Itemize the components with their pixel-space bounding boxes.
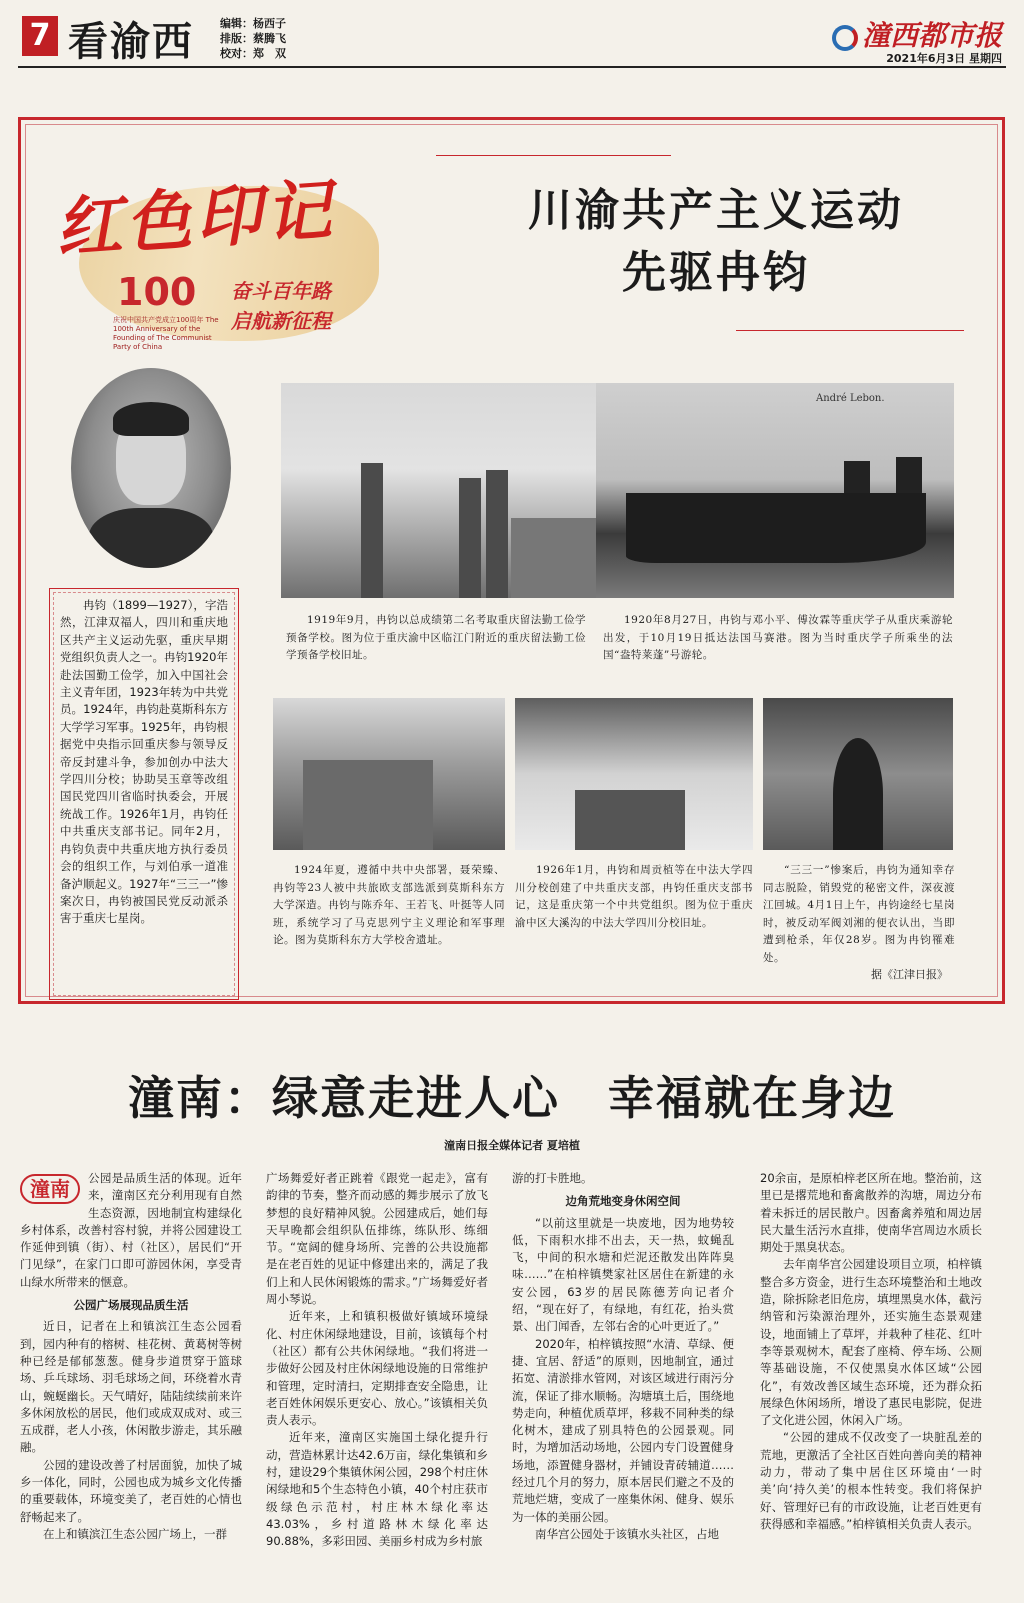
stamp-slogan-line2: 启航新征程 (231, 309, 331, 333)
article-column-2 (266, 1170, 488, 1551)
article-paragraph: 广场舞爱好者正跳着《跟党一起走》，富有韵律的节奏，整齐而动感的舞步展示了放飞梦想的良好精神风貌。公园建成后，她们每天早晚都会组织队伍排练，练队形、练细节。“宽阔的健身场所、完善的公共设施都是在老百姓的见证中修建出来的，满足了我们上和人民休闲锻炼的需求。”广场舞爱好者周小琴说。 (266, 1171, 488, 1307)
feature-title (451, 180, 981, 304)
article-subheading: 公园广场展现品质生活 (73, 1298, 189, 1313)
credits (220, 16, 286, 61)
layout-credit: 排版：蔡腾飞 (220, 32, 286, 45)
article-paragraph: 公园的建设改善了村居面貌，加快了城乡一体化，同时，公园也成为城乡文化传播的重要载体，环境变美了，老百姓的心情也舒畅起来了。 (20, 1457, 242, 1524)
article-paragraph: 游的打卡胜地。 (512, 1171, 593, 1185)
proof-credit: 校对：郑 双 (220, 47, 286, 60)
location-tag: 潼南 (20, 1174, 80, 1204)
article-paragraph: 20余亩，是原柏梓老区所在地。整治前，这里已是撂荒地和畜禽散养的沟塘，周边分布着未拆迁的居民散户。因畜禽养殖和周边居民大量生活污水直排，使南华宫周边水质长期处于黑臭状态。 (760, 1171, 982, 1255)
paper-name: 潼西都市报 (861, 19, 1002, 52)
biography-text: 冉钧（1899—1927），字浩然，江津双福人，四川和重庆地区共产主义运动先驱，重庆早期党组织负责人之一。冉钧1920年赴法国勤工俭学，加入中国社会主义青年团，1923年转为中共党员。1924年，冉钧赴莫斯科东方大学学习军事。1925年，冉钧根据党中央指示回重庆参与领导反帝反封建斗争，参加创办中法大学四川分校；协助吴玉章等改组国民党四川省临时执委会，开展统战工作。1926年1月，冉钧任中共重庆支部书记。同年2月，冉钧负责中共重庆地方执行委员会的组织工作，与刘伯承一道准备泸顺起义。1927年“三三一”惨案次日，冉钧被国民党反动派杀害于重庆七星岗。 (49, 588, 239, 1000)
article-paragraph: 近年来，潼南区实施国土绿化提升行动，营造林累计达42.6万亩，绿化集镇和乡村，建设29个集镇休闲公园，298个村庄休闲绿地和5个生态特色小镇，40个村庄获市级绿色示范村，村庄林木绿化率达43.03%，乡村道路林木绿化率达90.88%，多彩田园、美丽乡村成为乡村旅 (266, 1430, 488, 1549)
article-paragraph: 去年南华宫公园建设项目立项，柏梓镇整合多方资金，进行生态环境整治和土地改造，除拆除老旧危房，填埋黑臭水体，截污纳管和污染源治理外，还实施生态景观建设，地面铺上了草坪，并栽种了桂花、红叶李等景观树木，配套了座椅、停车场、公厕等基础设施，不仅使黑臭水体区域“公园化”，有效改善区域生态环境，还为群众拓展绿色休闲场所，增设了惠民电影院，促进了文化进公园，休闲入广场。 (760, 1257, 982, 1428)
article-byline: 潼南日报全媒体记者 夏培植 (444, 1139, 580, 1152)
feature-title-line2: 先驱冉钧 (622, 247, 810, 298)
ship-sign: André Lebon. (816, 393, 885, 404)
feature-title-line1: 川渝共产主义运动 (528, 185, 904, 236)
article-title: 潼南：绿意走进人心 幸福就在身边 (128, 1071, 896, 1125)
photo-martyr-site (763, 698, 953, 850)
article-paragraph: “公园的建成不仅改变了一块脏乱差的荒地，更激活了全社区百姓向善向美的精神动力，带动了集中居住区环境由‘一时美’向‘持久美’的根本性转变。我们将保护好、管理好已有的市政设施，让老百姓更有获得感和幸福感。”柏梓镇相关负责人表示。 (760, 1430, 982, 1531)
section-title: 看渝西 (68, 18, 194, 65)
photo-sino-french-university (515, 698, 753, 850)
paper-logo (832, 14, 1002, 54)
feature-box (18, 117, 1005, 1004)
editor-credit: 编辑：杨西子 (220, 17, 286, 30)
article-paragraph: 近日，记者在上和镇滨江生态公园看到，园内种有的榕树、桂花树、黄葛树等树种已经是郁郁葱葱。健身步道贯穿于篮球场、乒乓球场、羽毛球场之间，环绕着水青山，蜿蜒幽长。天气晴好，陆陆续续前来许多休闲放松的居民，他们或成双成对、或三五成群，老人小孩，休闲散步游走，其乐融融。 (20, 1319, 242, 1455)
caption-3: 1924年夏，遵循中共中央部署，聂荣臻、冉钧等23人被中共旅欧支部选派到莫斯科东方大学深造。冉钧与陈乔年、王若飞、叶挺等人同班，系统学习了马克思列宁主义理论和军事理论。图为莫斯科东方大学校舍遗址。 (273, 864, 505, 946)
paper-logo-icon (832, 25, 858, 51)
stamp-caption: 庆祝中国共产党成立100周年 The 100th Anniversary of the Founding of The Communist Party of China (113, 316, 219, 351)
article-subheading: 边角荒地变身休闲空间 (565, 1194, 681, 1209)
photo-moscow-university (273, 698, 505, 850)
source-note: 据《江津日报》 (871, 968, 948, 981)
page-header (18, 10, 1006, 68)
title-rule-top (436, 155, 671, 156)
article-paragraph: 2020年，柏梓镇按照“水清、草绿、便捷、宜居、舒适”的原则，因地制宜，通过拓宽、清淤排水管网，对该区域进行雨污分流，保证了排水顺畅。沟塘填土后，围绕地势走向，种植优质草坪，移栽不同种类的绿化树木，建成了别具特色的公园景观。同时，为增加活动场地，公园内专门设置健身场地，添置健身器材，并铺设青砖辅道……经过几个月的努力，原本居民们避之不及的荒地烂塘，变成了一座集休闲、健身、娱乐为一体的美丽公园。 (512, 1336, 734, 1524)
article-column-1 (20, 1170, 242, 1543)
caption-1: 1919年9月，冉钧以总成绩第二名考取重庆留法勤工俭学预备学校。图为位于重庆渝中区临江门附近的重庆留法勤工俭学预备学校旧址。 (286, 614, 586, 661)
stamp-slogan-line1: 奋斗百年路 (231, 279, 331, 303)
article-column-4 (760, 1170, 982, 1533)
caption-5: “三三一”惨案后，冉钧为通知幸存同志脱险，销毁党的秘密文件，深夜渡江回城。4月1日上午，冉钧途经七星岗时，被反动军阀刘湘的便衣认出，当即遭到枪杀，年仅28岁。图为冉钧罹难处。 (763, 864, 955, 964)
stamp-slogan (231, 276, 331, 336)
article-paragraph: 公园是品质生活的体现。近年来，潼南区充分利用现有自然生态资源，因地制宜构建绿化乡村体系，改善村容村貌，并将公园建设工作延伸到镇（街）、村（社区），居民们“开门见绿”，在家门口即可游园休闲，享受青山绿水所带来的惬意。 (20, 1171, 242, 1289)
article-paragraph: “以前这里就是一块废地，因为地势较低，下雨积水排不出去，天一热，蚊蝇乱飞，中间的积水塘和烂泥还散发出阵阵臭味……”在柏梓镇樊家社区居住在新建的永安公园，63岁的居民陈德芳向记者介绍，“现在好了，有绿地，有红花，抬头赏景、出门闻香，左邻右舍的心叶更近了。” (512, 1215, 734, 1334)
caption-4: 1926年1月，冉钧和周贡植等在中法大学四川分校创建了中共重庆支部，冉钧任重庆支部书记，这是重庆第一个中共党组织。图为位于重庆渝中区大溪沟的中法大学四川分校旧址。 (515, 864, 753, 929)
caption-2: 1920年8月27日，冉钧与邓小平、傅汝霖等重庆学子从重庆乘游轮出发，于10月19日抵达法国马赛港。图为当时重庆学子所乘坐的法国“盎特莱蓬”号游轮。 (603, 614, 953, 661)
stamp-title: 红色印记 (53, 170, 338, 268)
title-rule-bottom (736, 330, 964, 331)
photo-steamship (596, 383, 954, 598)
page-number: 7 (22, 16, 58, 56)
article-paragraph: 在上和镇滨江生态公园广场上，一群 (43, 1526, 227, 1541)
article-column-3 (512, 1170, 734, 1543)
article-paragraph: 南华宫公园处于该镇水头社区，占地 (535, 1526, 719, 1541)
red-memory-stamp (51, 166, 396, 351)
issue-date: 2021年6月3日 星期四 (886, 52, 1002, 65)
photo-school-site (281, 383, 597, 598)
portrait-photo (71, 368, 231, 568)
party-100-emblem: 100 (117, 270, 197, 314)
article-paragraph: 近年来，上和镇积极做好镇域环境绿化、村庄休闲绿地建设，目前，该镇每个村（社区）都有公共休闲绿地。“我们将进一步做好公园及村庄休闲绿地设施的日常维护和管理，定时清扫，定期排查安全隐患，让老百姓休闲娱乐更安心、放心。”该镇相关负责人表示。 (266, 1309, 488, 1428)
